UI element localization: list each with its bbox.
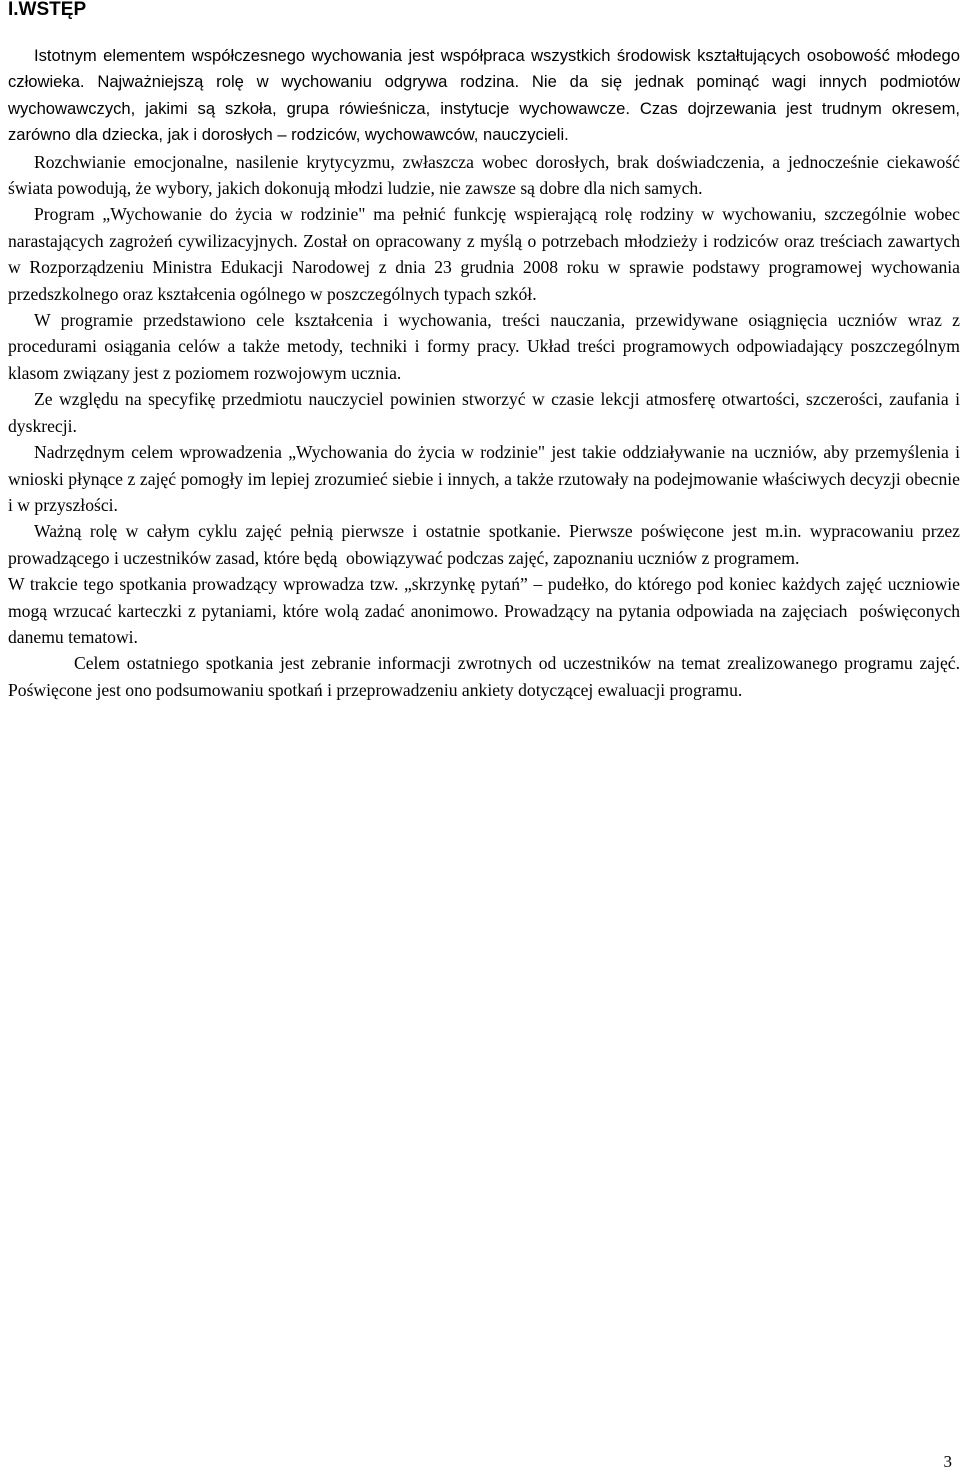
paragraph-intro: Istotnym elementem współczesnego wychowania jest współpraca wszystkich środowisk kształtujących osobowość młodego człowieka. Najważniejszą rolę w wychowaniu odgrywa rodzina. Nie da się jednak pominąć wagi innych podmiotów wychowawczych, jakimi są szkoła, grupa rówieśnicza, instytucje wychowawcze. Czas dojrzewania jest trudnym okresem, zarówno dla dziecka, jak i dorosłych – rodziców, wychowawców, nauczycieli. xyxy=(8,46,960,145)
section-heading: I.WSTĘP xyxy=(8,0,87,20)
paragraph-first-meeting: Ważną rolę w całym cyklu zajęć pełnią pierwsze i ostatnie spotkanie. Pierwsze poświęcone jest m.in. wypracowaniu przez prowadzącego i uczestników zasad, które będą obowiązywać podczas zajęć, zapoznaniu uczniów z programem. xyxy=(8,521,960,568)
paragraph-question-box: W trakcie tego spotkania prowadzący wprowadza tzw. „skrzynkę pytań” – pudełko, do którego pod koniec każdych zajęć uczniowie mogą wrzucać karteczki z pytaniami, które wolą zadać anonimowo. Prowadzący na pytania odpowiada na zajęciach poświęconych danemu tematowi. xyxy=(8,574,960,647)
paragraph-emotional-instability: Rozchwianie emocjonalne, nasilenie krytycyzmu, zwłaszcza wobec dorosłych, brak doświadczenia, a jednocześnie ciekawość świata powodują, że wybory, jakich dokonują młodzi ludzie, nie zawsze są dobre dla nich samych. xyxy=(8,151,960,199)
paragraph-program-purpose: Program „Wychowanie do życia w rodzinie" ma pełnić funkcję wspierającą rolę rodziny w wychowaniu, szczególnie wobec narastających zagrożeń cywilizacyjnych. Został on opracowany z myślą o potrzebach młodzieży i rodziców oraz treściach zawartych w Rozporządzeniu Ministra Edukacji Narodowej z dnia 23 grudnia 2008 roku w sprawie podstawy programowej wychowania przedszkolnego oraz kształcenia ogólnego w poszczególnych typach szkół. xyxy=(8,204,960,304)
paragraph-atmosphere: Ze względu na specyfikę przedmiotu nauczyciel powinien stworzyć w czasie lekcji atmosferę otwartości, szczerości, zaufania i dyskrecji. xyxy=(8,389,960,436)
paragraph-final-meeting: Celem ostatniego spotkania jest zebranie informacji zwrotnych od uczestników na temat zrealizowanego programu zajęć. Poświęcone jest ono podsumowaniu spotkań i przeprowadzeniu ankiety dotyczącej ewaluacji programu. xyxy=(8,653,960,700)
paragraph-program-contents: W programie przedstawiono cele kształcenia i wychowania, treści nauczania, przewidywane osiągnięcia uczniów wraz z procedurami osiągania celów a także metody, techniki i formy pracy. Układ treści programowych odpowiadający poszczególnym klasom związany jest z poziomem rozwojowym ucznia. xyxy=(8,310,960,383)
page-number: 3 xyxy=(943,1452,952,1471)
paragraph-main-goal: Nadrzędnym celem wprowadzenia „Wychowania do życia w rodzinie" jest takie oddziaływanie na uczniów, aby przemyślenia i wnioski płynące z zajęć pomogły im lepiej zrozumieć siebie i innych, a także rzutowały na podejmowanie właściwych decyzji obecnie i w przyszłości. xyxy=(8,442,960,515)
document-body xyxy=(8,43,960,703)
